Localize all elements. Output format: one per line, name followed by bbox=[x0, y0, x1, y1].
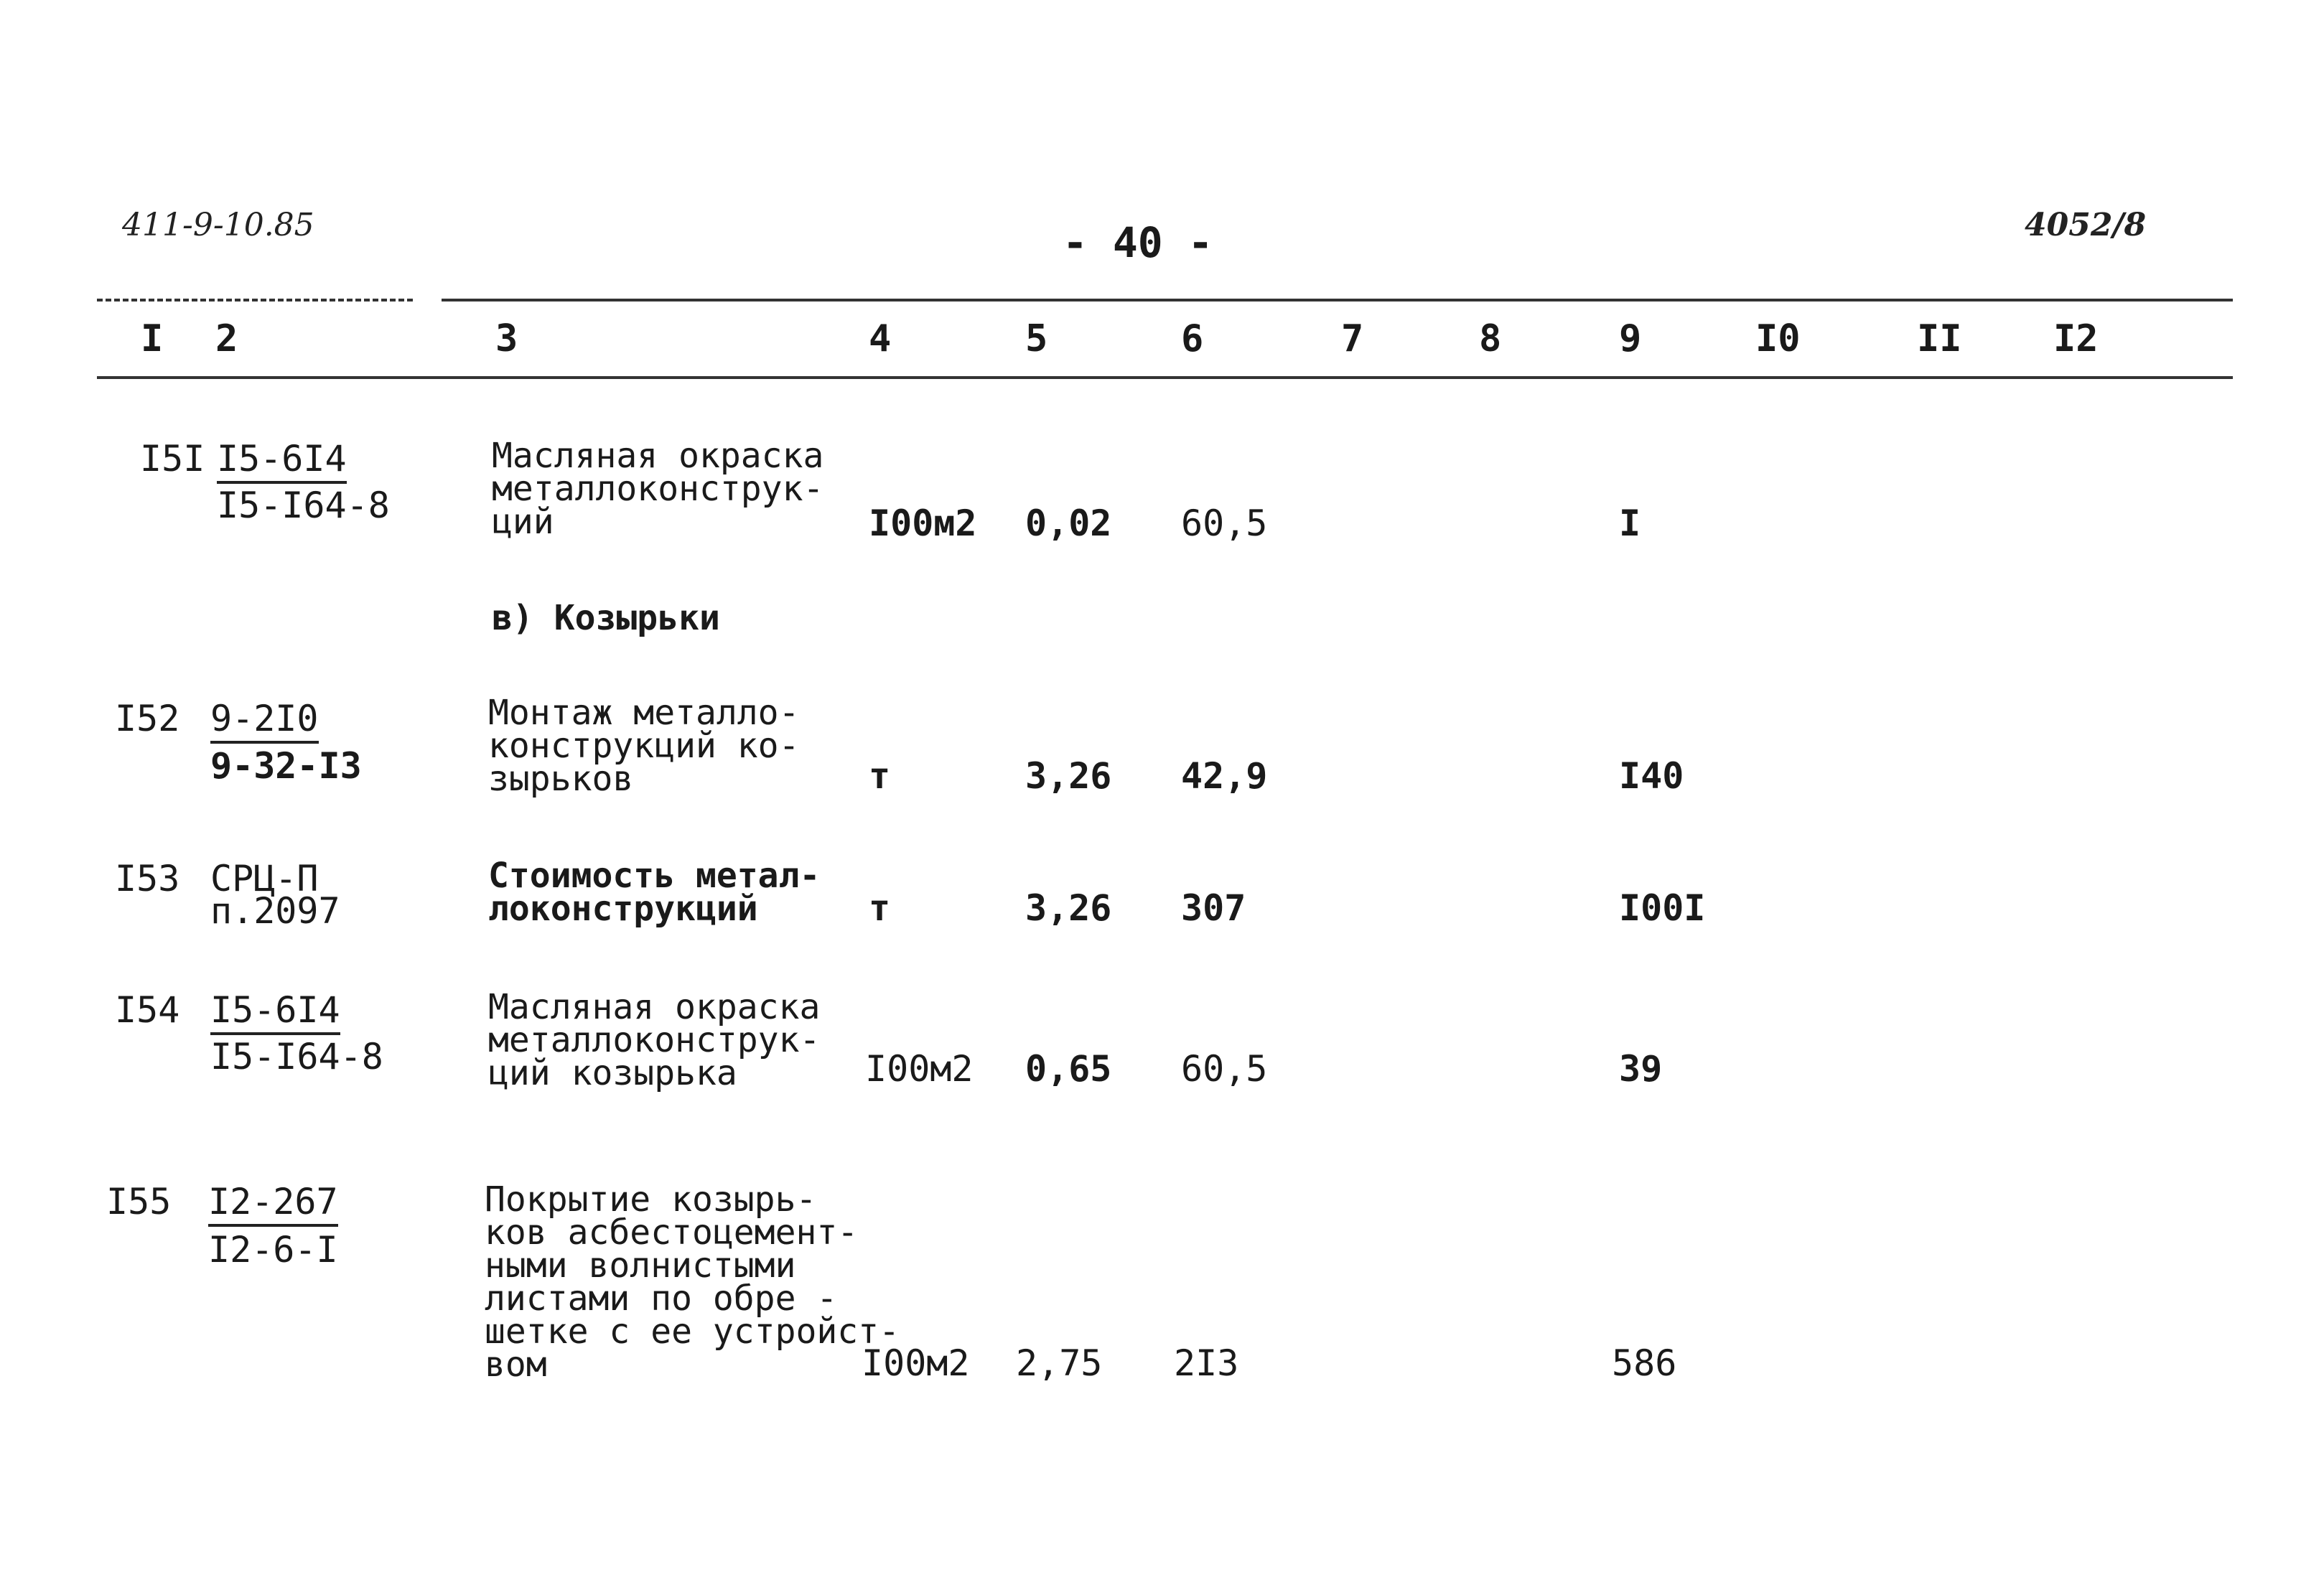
unit-price: 60,5 bbox=[1181, 502, 1268, 544]
header-rule-top bbox=[442, 299, 2233, 301]
inventory-number: 4052/8 bbox=[2025, 207, 2147, 243]
column-header-8: 8 bbox=[1479, 317, 1502, 360]
total-cost: I bbox=[1619, 502, 1641, 544]
work-description: Стоимость метал- локонструкций bbox=[488, 856, 821, 929]
document-code: 411-9-10.85 bbox=[122, 207, 314, 243]
quantity: 3,26 bbox=[1025, 755, 1112, 797]
total-cost: I40 bbox=[1619, 755, 1684, 797]
column-header-5: 5 bbox=[1025, 317, 1048, 360]
row-number: I5I bbox=[140, 438, 205, 480]
work-description: Масляная окраска металлоконструк- ций bbox=[492, 436, 824, 542]
unit-price: 2I3 bbox=[1174, 1342, 1239, 1384]
unit-price: 60,5 bbox=[1181, 1048, 1268, 1090]
column-header-1: I bbox=[141, 317, 164, 360]
unit: т bbox=[869, 755, 891, 797]
norm-code-top: СРЦ-П bbox=[210, 858, 319, 899]
column-header-7: 7 bbox=[1341, 317, 1364, 360]
unit: I00м2 bbox=[865, 1048, 974, 1090]
quantity: 0,65 bbox=[1025, 1048, 1112, 1090]
row-number: I53 bbox=[115, 858, 180, 899]
header-rule-bottom bbox=[97, 376, 2233, 379]
column-header-2: 2 bbox=[215, 317, 238, 360]
norm-code-bottom: п.2097 bbox=[210, 890, 340, 932]
total-cost: 586 bbox=[1612, 1342, 1677, 1384]
quantity: 2,75 bbox=[1016, 1342, 1103, 1384]
column-header-3: 3 bbox=[495, 317, 518, 360]
column-header-11: II bbox=[1917, 317, 1962, 360]
norm-code-bottom: 9-32-I3 bbox=[210, 745, 362, 787]
unit: т bbox=[869, 887, 891, 929]
total-cost: 39 bbox=[1619, 1048, 1663, 1090]
row-number: I52 bbox=[115, 698, 180, 739]
work-description: Монтаж металло- конструкций ко- зырьков bbox=[488, 693, 800, 799]
unit-price: 42,9 bbox=[1181, 755, 1268, 797]
unit: I00м2 bbox=[862, 1342, 970, 1384]
norm-code-top: I2-267 bbox=[208, 1181, 338, 1227]
norm-code-top: I5-6I4 bbox=[210, 989, 340, 1035]
unit: I00м2 bbox=[869, 502, 977, 544]
norm-code-top: 9-2I0 bbox=[210, 698, 319, 744]
column-header-10: I0 bbox=[1755, 317, 1801, 360]
total-cost: I00I bbox=[1619, 887, 1706, 929]
column-header-9: 9 bbox=[1619, 317, 1642, 360]
work-description: Покрытие козырь- ков асбестоцемент- ными волнистыми листами по обре - шетке с ее устройст- вом bbox=[485, 1179, 900, 1385]
header-rule-top bbox=[97, 299, 413, 301]
quantity: 3,26 bbox=[1025, 887, 1112, 929]
norm-code-bottom: I2-6-I bbox=[208, 1229, 338, 1271]
row-number: I54 bbox=[115, 989, 180, 1031]
section-heading: в) Козырьки bbox=[492, 598, 720, 638]
column-header-4: 4 bbox=[869, 317, 892, 360]
row-number: I55 bbox=[106, 1181, 172, 1222]
quantity: 0,02 bbox=[1025, 502, 1112, 544]
norm-code-bottom: I5-I64-8 bbox=[217, 485, 390, 526]
column-header-12: I2 bbox=[2053, 317, 2099, 360]
norm-code-bottom: I5-I64-8 bbox=[210, 1036, 383, 1077]
work-description: Масляная окраска металлоконструк- ций козырька bbox=[488, 987, 821, 1093]
unit-price: 307 bbox=[1181, 887, 1246, 929]
column-header-6: 6 bbox=[1181, 317, 1204, 360]
norm-code-top: I5-6I4 bbox=[217, 438, 347, 484]
page-number: - 40 - bbox=[1063, 218, 1213, 267]
